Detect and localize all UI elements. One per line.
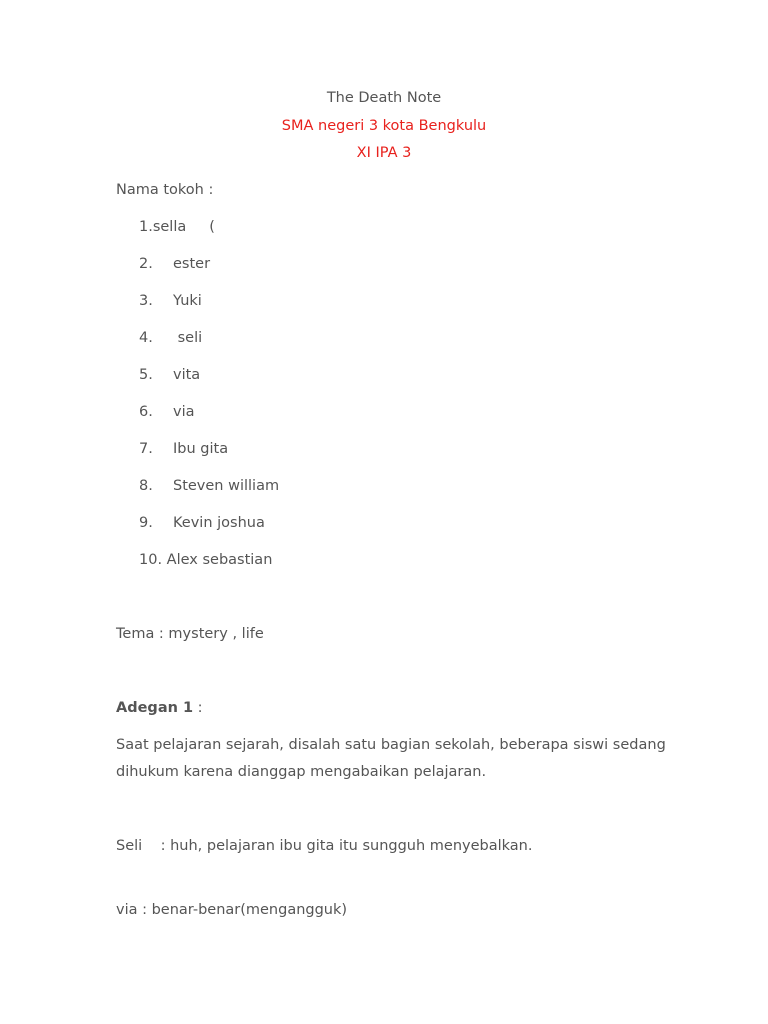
item-number: 9. [139,515,153,531]
character-name: Steven william [173,478,280,494]
theme-line: Tema : mystery , life [116,626,264,642]
class-name: XI IPA 3 [356,145,412,161]
character-item-8 [139,478,279,494]
item-number: 3. [139,293,153,309]
scene-description-line-1: Saat pelajaran sejarah, disalah satu bagian sekolah, beberapa siswi sedang [116,737,666,753]
character-name: Kevin joshua [173,515,265,531]
character-name: Yuki [173,293,202,309]
character-item-9 [139,515,265,531]
characters-heading: Nama tokoh : [116,182,214,198]
character-name: seli [173,330,203,346]
school-name: SMA negeri 3 kota Bengkulu [281,118,487,134]
dialog-line-2: via : benar-benar(mengangguk) [116,902,348,918]
document-title: The Death Note [326,90,442,106]
character-item-4 [139,330,202,346]
item-number: 6. [139,404,153,420]
character-name: vita [173,367,201,383]
item-number: 5. [139,367,153,383]
item-number: 7. [139,441,153,457]
item-number: 4. [139,330,153,346]
scene-label: Adegan 1 [116,700,194,716]
character-name: ester [173,256,211,272]
character-item-6 [139,404,195,420]
item-number: 2. [139,256,153,272]
dialog-line-1: Seli : huh, pelajaran ibu gita itu sungguh menyebalkan. [116,838,533,854]
character-item-7 [139,441,228,457]
scene-heading [116,700,203,716]
character-item-1: 1.sella ( [139,219,215,235]
character-item-10: 10. Alex sebastian [139,552,273,568]
character-item-3 [139,293,202,309]
scene-description-line-2: dihukum karena dianggap mengabaikan pelajaran. [116,764,487,780]
character-name: via [173,404,195,420]
scene-colon: : [193,700,203,716]
item-number: 8. [139,478,153,494]
character-item-2 [139,256,210,272]
character-name: Ibu gita [173,441,229,457]
character-item-5 [139,367,200,383]
